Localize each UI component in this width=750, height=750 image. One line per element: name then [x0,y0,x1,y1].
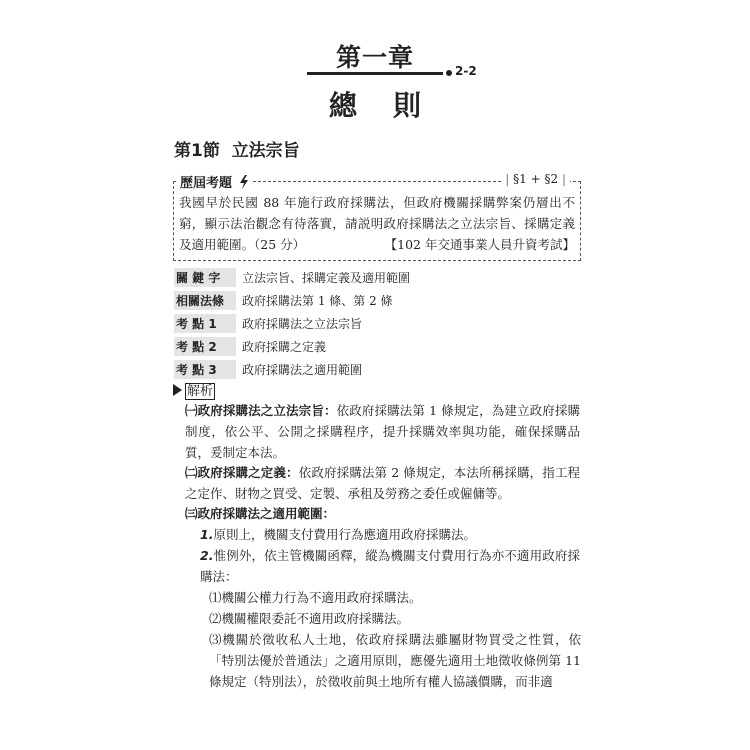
exam-source: 【102 年交通事業人員升資考試】 [384,237,575,252]
info-table [174,266,410,381]
sub-sub-item: ⑶機關於徵收私人土地，依政府採購法雖屬財物買受之性質，依「特別法優於普通法」之適用原則，應優先適用土地徵收條例第 11 條規定（特別法），於徵收前與土地所有權人協議價購，而非適 [209,632,581,689]
chapter-dot [446,70,452,76]
exam-question-text: 我國早於民國 88 年施行政府採購法，但政府機關採購弊案仍層出不窮，顯示法治觀念有待落實，請説明政府採購法之立法宗旨、採購定義及適用範圍。（25 分） [179,195,575,252]
section-heading [174,136,300,161]
paragraph-text: 依政府採購法第 2 條規定，本法所稱採購，指工程之定作、財物之買受、定製、承租及勞務之委任或僱傭等。 [185,465,580,501]
analysis-label: 解析 [187,384,214,399]
info-value: 政府採購之定義 [242,340,327,354]
info-value: 政府採購法之適用範圍 [242,363,363,377]
info-row [174,358,410,381]
paragraph-scope [185,503,580,524]
sub-item-text: 惟例外，依主管機關函釋，縱為機關支付費用行為亦不適用政府採購法： [200,548,580,584]
paragraph-definition [185,462,580,504]
section-title: 立法宗旨 [231,141,300,161]
info-tag: 相關法條 [174,291,236,310]
law-reference: | §1 + §2 | [501,172,570,186]
info-row [174,289,410,312]
section-number: 1 [191,141,203,161]
section-prefix: 第 [174,141,191,161]
paragraph-heading: ㈡政府採購之定義： [185,465,299,480]
sub-sub-item: ⑴機關公權力行為不適用政府採購法。 [209,590,422,605]
exam-question [179,192,575,255]
paragraph-heading: ㈠政府採購法之立法宗旨： [185,403,337,418]
past-exam-label: 歷屆考題 [180,176,233,191]
paragraph-heading: ㈢政府採購法之適用範圍： [185,506,336,521]
law-reference-text: §1 + §2 [513,172,559,186]
sub-item [200,524,580,545]
info-tag: 考 點 2 [174,337,236,356]
info-tag: 考 點 3 [174,360,236,379]
info-tag: 考 點 1 [174,314,236,333]
lightning-icon [239,175,249,189]
sub-item-text: 原則上，機關支付費用行為應適用政府採購法。 [213,527,476,542]
chapter-rule [307,72,443,75]
past-exam-box [173,172,581,261]
paragraph-text: 依政府採購法第 1 條規定，為建立政府採購制度，依公平、公開之採購程序，提升採購效率與功能，確保採購品質，爰制定本法。 [185,403,580,460]
past-exam-tab [176,172,253,191]
sub-sub-item: ⑵機關權限委託不適用政府採購法。 [209,611,410,626]
info-row [174,266,410,289]
page-number: 2-2 [455,64,477,78]
chapter-label: 第一章 [335,43,414,72]
sub-item-number: 1. [200,527,214,542]
section-suffix: 節 [202,141,220,161]
sub-item-number: 2. [200,548,214,563]
info-tag: 關 鍵 字 [174,268,236,287]
info-row [174,312,410,335]
triangle-icon [173,384,182,396]
info-value: 政府採購法之立法宗旨 [242,317,363,331]
info-value: 政府採購法第 1 條、第 2 條 [242,294,393,308]
chapter-title: 總則 [328,89,457,122]
info-row [174,335,410,358]
info-value: 立法宗旨、採購定義及適用範圍 [242,271,411,285]
analysis-heading [173,380,215,399]
paragraph-purpose [185,400,580,463]
sub-item [200,545,580,587]
